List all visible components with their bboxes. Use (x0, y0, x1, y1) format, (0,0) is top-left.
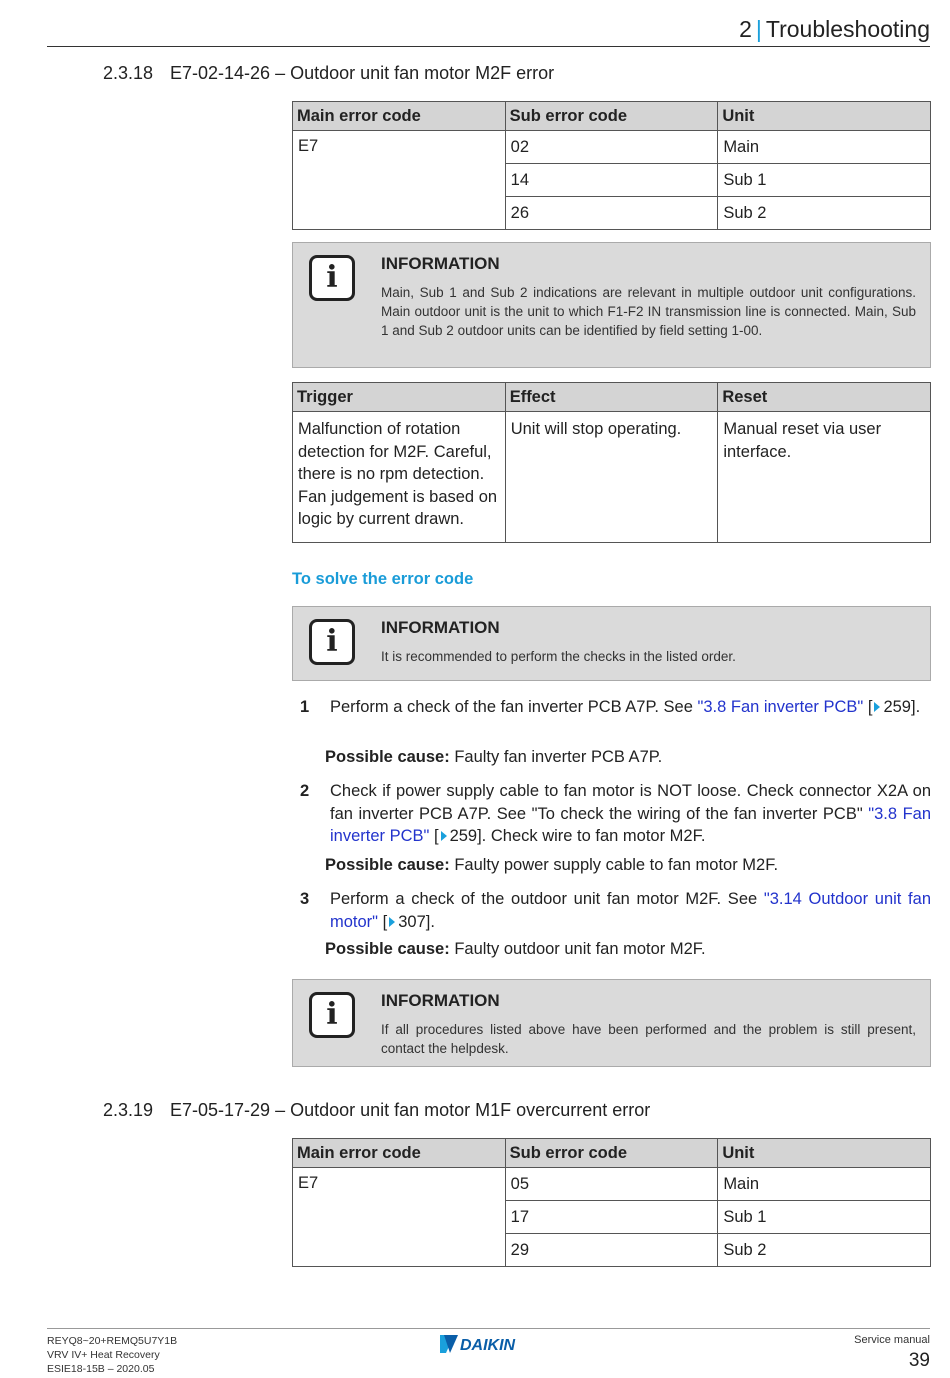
unit-cell: Main (718, 131, 931, 164)
step-body: Perform a check of the fan inverter PCB A7P. See (330, 698, 698, 716)
possible-cause (325, 748, 662, 767)
ref-bracket: [ (429, 827, 439, 845)
information-title: INFORMATION (381, 618, 500, 637)
information-box (292, 242, 931, 368)
column-header: Main error code (293, 1139, 506, 1168)
cause-label: Possible cause: (325, 940, 450, 958)
information-icon: i (309, 255, 355, 301)
column-header: Sub error code (505, 1139, 718, 1168)
cause-text: Faulty power supply cable to fan motor M2F. (449, 856, 779, 874)
information-icon: i (309, 619, 355, 665)
cross-reference-link[interactable]: "3.8 Fan inverter PCB" (697, 698, 864, 716)
column-header: Unit (718, 1139, 931, 1168)
page-arrow-icon (389, 917, 395, 927)
list-item (300, 780, 931, 848)
step-text (330, 696, 931, 719)
column-header: Unit (718, 102, 931, 131)
column-header: Reset (718, 383, 931, 412)
table-row (293, 131, 931, 164)
footer-rule (47, 1328, 930, 1329)
column-header: Trigger (293, 383, 506, 412)
step-number: 3 (300, 890, 310, 908)
list-item (300, 888, 931, 933)
document-code: ESIE18-15B – 2020.05 (47, 1363, 155, 1375)
unit-cell: Main (718, 1168, 931, 1201)
model-number: REYQ8~20+REMQ5U7Y1B (47, 1335, 178, 1347)
column-header: Effect (505, 383, 718, 412)
footer-document-info (47, 1334, 177, 1376)
unit-cell: Sub 2 (718, 197, 931, 230)
information-box (292, 979, 931, 1067)
column-header: Main error code (293, 102, 506, 131)
column-header: Sub error code (505, 102, 718, 131)
step-number: 2 (300, 782, 310, 800)
trigger-effect-reset-table (292, 382, 931, 543)
error-code-table (292, 1138, 931, 1267)
chapter-title: Troubleshooting (765, 16, 930, 42)
information-text: Main, Sub 1 and Sub 2 indications are relevant in multiple outdoor unit configurations. Main outdoor unit is the unit to which F1-F2 IN transmission line is connected. Main, Sub 1 and Sub 2 outdoor units can be identified by field setting 1-00. (381, 285, 916, 338)
information-box (292, 606, 931, 681)
cross-reference-link[interactable]: "3.8 Fan inverter PCB" (330, 804, 932, 845)
section-heading (103, 63, 554, 84)
ref-bracket: [ (863, 698, 873, 716)
page-ref: 259 (883, 698, 911, 716)
reset-cell: Manual reset via user interface. (718, 412, 931, 543)
cause-label: Possible cause: (325, 748, 450, 766)
header-rule (47, 46, 930, 47)
ref-bracket: [ (378, 912, 388, 931)
error-code-table (292, 101, 931, 230)
page-ref: 307 (398, 912, 426, 931)
page-arrow-icon (441, 831, 447, 841)
section-number: 2.3.18 (103, 63, 154, 83)
page-arrow-icon (874, 702, 880, 712)
effect-cell: Unit will stop operating. (505, 412, 718, 543)
sub-error-code: 17 (505, 1201, 718, 1234)
cause-text: Faulty fan inverter PCB A7P. (449, 748, 663, 766)
solve-heading: To solve the error code (292, 570, 474, 588)
cross-reference-link[interactable]: "3.14 Outdoor unit fan motor" (330, 890, 931, 931)
possible-cause (325, 940, 706, 959)
sub-error-code: 26 (505, 197, 718, 230)
information-title: INFORMATION (381, 991, 500, 1010)
section-title: E7-05-17-29 – Outdoor unit fan motor M1F overcurrent error (170, 1100, 651, 1120)
sub-error-code: 02 (505, 131, 718, 164)
sub-error-code: 29 (505, 1234, 718, 1267)
logo-text: DAIKIN (460, 1337, 516, 1354)
step-tail: ]. (910, 698, 921, 716)
page-ref: 259 (449, 827, 478, 845)
information-text: If all procedures listed above have been performed and the problem is still present, contact the helpdesk. (381, 1022, 916, 1056)
step-number: 1 (300, 698, 310, 716)
information-title: INFORMATION (381, 254, 500, 273)
daikin-logo (440, 1333, 540, 1355)
step-text (330, 780, 931, 848)
section-title: E7-02-14-26 – Outdoor unit fan motor M2F error (170, 63, 555, 83)
chapter-number: 2 (739, 16, 752, 42)
section-number: 2.3.19 (103, 1100, 154, 1120)
trigger-cell: Malfunction of rotation detection for M2F. Careful, there is no rpm detection. Fan judgement is based on logic by current drawn. (293, 412, 506, 543)
unit-cell: Sub 1 (718, 1201, 931, 1234)
step-body: Perform a check of the outdoor unit fan motor M2F. See (330, 890, 764, 908)
header-separator: | (755, 16, 762, 42)
manual-type: Service manual (854, 1334, 930, 1346)
unit-cell: Sub 1 (718, 164, 931, 197)
table-row (293, 412, 931, 543)
unit-cell: Sub 2 (718, 1234, 931, 1267)
page-header (739, 16, 930, 43)
sub-error-code: 05 (505, 1168, 718, 1201)
step-text (330, 888, 931, 933)
product-line: VRV IV+ Heat Recovery (47, 1349, 160, 1361)
list-item (300, 696, 931, 719)
main-error-code: E7 (293, 131, 506, 230)
step-tail: ]. (425, 912, 435, 931)
cause-text: Faulty outdoor unit fan motor M2F. (449, 940, 706, 958)
table-row (293, 1168, 931, 1201)
information-text: It is recommended to perform the checks in the listed order. (381, 649, 736, 664)
main-error-code: E7 (293, 1168, 506, 1267)
information-icon: i (309, 992, 355, 1038)
section-heading (103, 1100, 650, 1121)
cause-label: Possible cause: (325, 856, 450, 874)
sub-error-code: 14 (505, 164, 718, 197)
step-body: Check if power supply cable to fan motor is NOT loose. Check connector X2A on fan inverter PCB A7P. See "To check the wiring of the fan inverter PCB" (330, 782, 931, 823)
page-number: 39 (908, 1350, 930, 1371)
possible-cause (325, 856, 778, 875)
step-tail: ]. Check wire to fan motor M2F. (477, 827, 706, 845)
